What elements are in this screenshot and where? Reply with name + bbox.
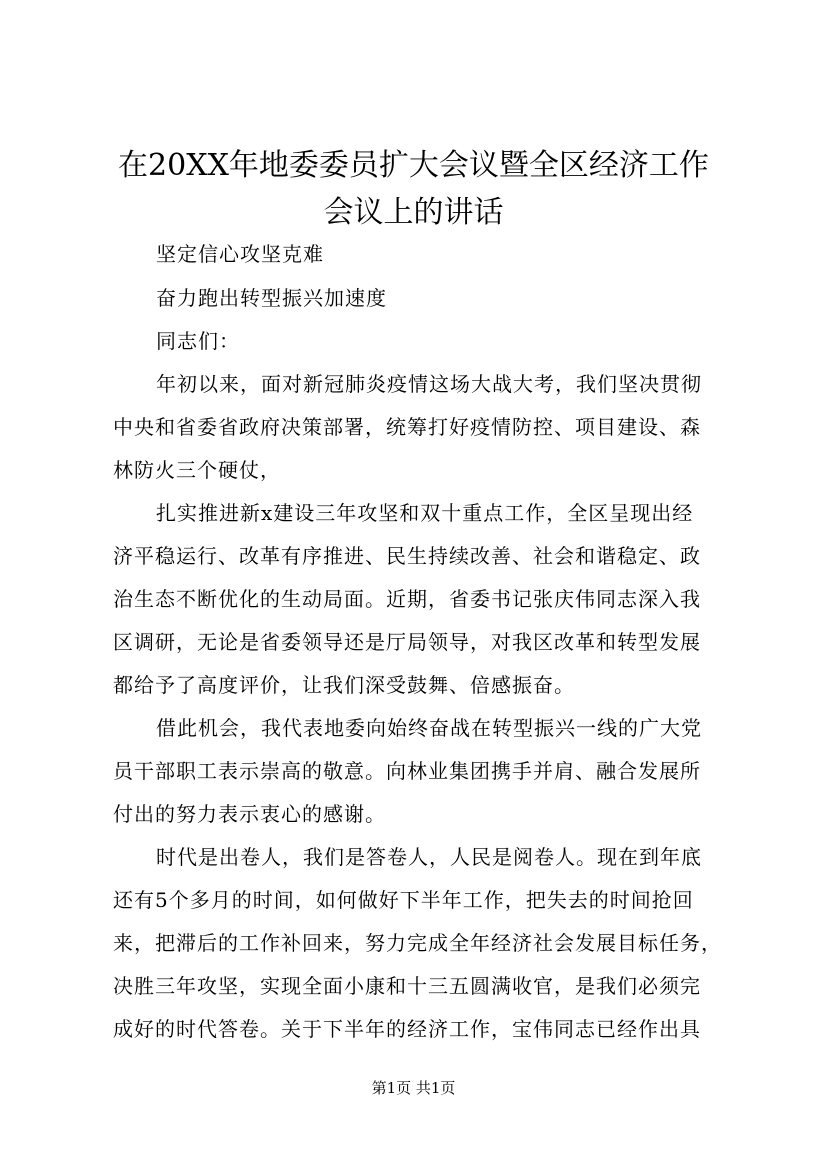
subtitle-2: 奋力跑出转型振兴加速度 [156, 286, 387, 310]
document-title-line-1: 在20XX年地委委员扩大会议暨全区经济工作 [118, 148, 709, 183]
paragraph-line: 治生态不断优化的生动局面。近期，省委书记张庆伟同志深入我 [113, 587, 701, 611]
page-number-footer: 第1页 共1页 [371, 1079, 456, 1097]
paragraph-line: 还有5个多月的时间，如何做好下半年工作，把失去的时间抢回 [113, 888, 694, 912]
paragraph-line: 林防火三个硬仗， [113, 458, 281, 482]
paragraph-line: 年初以来，面对新冠肺炎疫情这场大战大考，我们坚决贯彻 [156, 372, 702, 396]
paragraph-line: 借此机会，我代表地委向始终奋战在转型振兴一线的广大党 [156, 716, 702, 740]
subtitle-1: 坚定信心攻坚克难 [156, 242, 324, 266]
paragraph-line: 区调研，无论是省委领导还是厅局领导，对我区改革和转型发展 [113, 630, 701, 654]
paragraph-line: 中央和省委省政府决策部署，统筹打好疫情防控、项目建设、森 [113, 415, 701, 439]
paragraph-line: 员干部职工表示崇高的敬意。向林业集团携手并肩、融合发展所 [113, 759, 701, 783]
paragraph-line: 济平稳运行、改革有序推进、民生持续改善、社会和谐稳定、政 [113, 544, 701, 568]
paragraph-line: 付出的努力表示衷心的感谢。 [113, 802, 386, 826]
paragraph-line: 时代是出卷人，我们是答卷人，人民是阅卷人。现在到年底 [156, 845, 702, 869]
paragraph-line: 来，把滞后的工作补回来，努力完成全年经济社会发展目标任务， [113, 931, 722, 955]
paragraph-line: 扎实推进新x建设三年攻坚和双十重点工作，全区呈现出经 [156, 501, 694, 525]
salutation: 同志们： [156, 329, 240, 353]
paragraph-line: 都给予了高度评价，让我们深受鼓舞、倍感振奋。 [113, 673, 575, 697]
paragraph-line: 决胜三年攻坚，实现全面小康和十三五圆满收官，是我们必须完 [113, 974, 701, 998]
paragraph-line: 成好的时代答卷。关于下半年的经济工作，宝伟同志已经作出具 [113, 1017, 701, 1041]
document-title-line-2: 会议上的讲话 [323, 195, 504, 230]
